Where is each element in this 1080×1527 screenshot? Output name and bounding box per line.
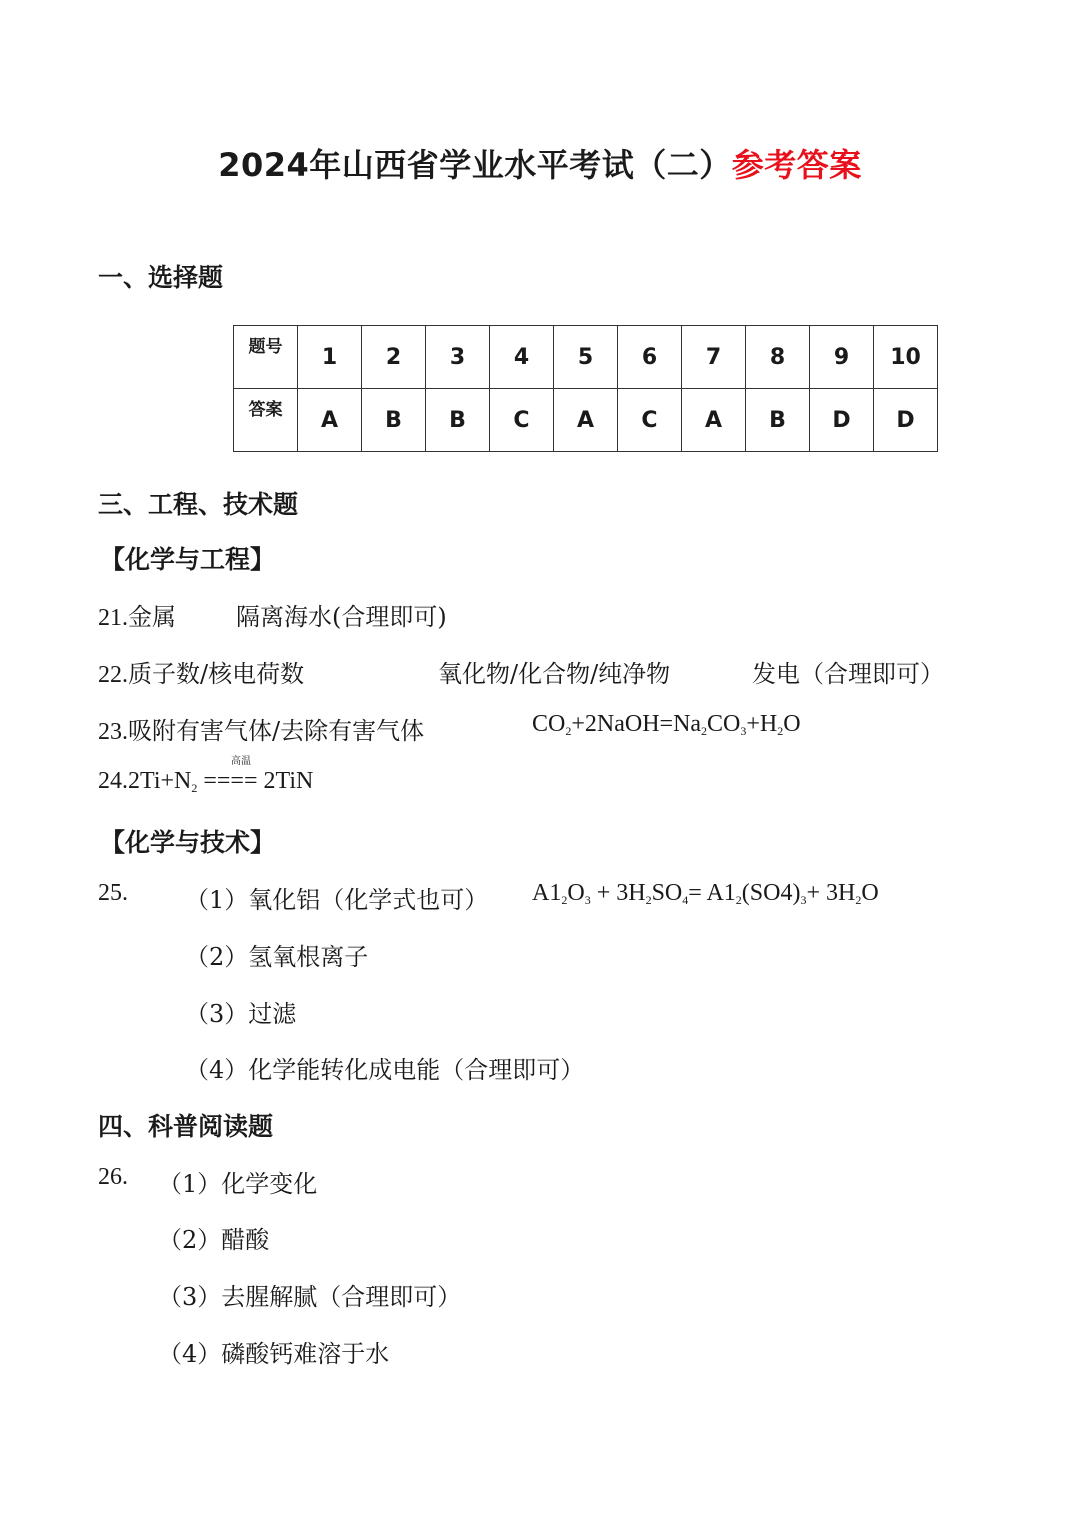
answer-text: 隔离海水(合理即可) — [236, 603, 447, 631]
question-number: 24. — [98, 768, 128, 794]
table-cell: A — [682, 389, 746, 452]
chemical-equation-rhs: 2TiN — [263, 768, 314, 794]
table-cell: B — [746, 389, 810, 452]
answer-line-22 — [98, 654, 304, 689]
table-cell: 10 — [874, 326, 938, 389]
answer-text: 吸附有害气体/去除有害气体 — [128, 717, 425, 745]
subheading-chem-technology: 【化学与技术】 — [100, 828, 276, 857]
question-number: 26. — [98, 1164, 128, 1190]
table-cell: 9 — [810, 326, 874, 389]
chemical-equation: $CO_2+2NaOH=Na_2CO_3+H_2O$ — [532, 711, 801, 738]
section-heading-choice: 一、选择题 — [98, 263, 224, 292]
table-cell: D — [874, 389, 938, 452]
table-cell: 8 — [746, 326, 810, 389]
table-cell: 4 — [490, 326, 554, 389]
question-number: 21. — [98, 605, 128, 631]
table-cell: 7 — [682, 326, 746, 389]
table-cell: B — [426, 389, 490, 452]
answer-line-21 — [98, 597, 176, 632]
answer-line-23 — [98, 711, 424, 746]
table-cell: 3 — [426, 326, 490, 389]
section-heading-engineering: 三、工程、技术题 — [98, 490, 299, 519]
title-main: 2024年山西省学业水平考试（二） — [218, 146, 732, 184]
page-title — [0, 140, 1080, 186]
table-cell: C — [618, 389, 682, 452]
table-row — [234, 389, 938, 452]
section-heading-reading: 四、科普阅读题 — [98, 1112, 274, 1141]
table-header-cell: 答案 — [234, 389, 298, 452]
answer-text: （4）化学能转化成电能（合理即可） — [185, 1056, 585, 1084]
answer-text: （1）氧化铝（化学式也可） — [185, 886, 489, 914]
chemical-equation: $A1_2O_3 + 3H_2SO_4= A1_2(SO4)_3+ 3H_2O$ — [532, 880, 879, 907]
subheading-chem-engineering: 【化学与工程】 — [100, 545, 276, 574]
answer-table — [233, 325, 938, 452]
table-cell: 5 — [554, 326, 618, 389]
answer-text: （3）去腥解腻（合理即可） — [158, 1283, 462, 1311]
answer-text: 金属 — [128, 603, 176, 631]
question-number: 22. — [98, 662, 128, 688]
chemical-equation-lhs: $2Ti+N_2$ — [128, 768, 198, 795]
answer-text: （1）化学变化 — [158, 1170, 318, 1198]
answer-text: （2）醋酸 — [158, 1226, 270, 1254]
answer-text: 发电（合理即可） — [752, 660, 944, 688]
answer-text: 质子数/核电荷数 — [128, 660, 305, 688]
table-row — [234, 326, 938, 389]
table-cell: 2 — [362, 326, 426, 389]
table-cell: B — [362, 389, 426, 452]
reaction-condition: 高温 — [231, 756, 251, 767]
table-cell: A — [554, 389, 618, 452]
table-cell: 6 — [618, 326, 682, 389]
answer-line-24 — [98, 768, 313, 796]
answer-text: （2）氢氧根离子 — [185, 943, 369, 971]
answer-text: 氧化物/化合物/纯净物 — [438, 660, 671, 688]
title-accent: 参考答案 — [731, 146, 862, 184]
table-cell: A — [298, 389, 362, 452]
table-cell: C — [490, 389, 554, 452]
answer-text: （4）磷酸钙难溶于水 — [158, 1340, 390, 1368]
table-cell: D — [810, 389, 874, 452]
question-number: 25. — [98, 880, 128, 906]
table-header-cell: 题号 — [234, 326, 298, 389]
table-cell: 1 — [298, 326, 362, 389]
question-number: 23. — [98, 719, 128, 745]
equals-sign: ==== — [203, 768, 258, 794]
answer-text: （3）过滤 — [185, 1000, 297, 1028]
